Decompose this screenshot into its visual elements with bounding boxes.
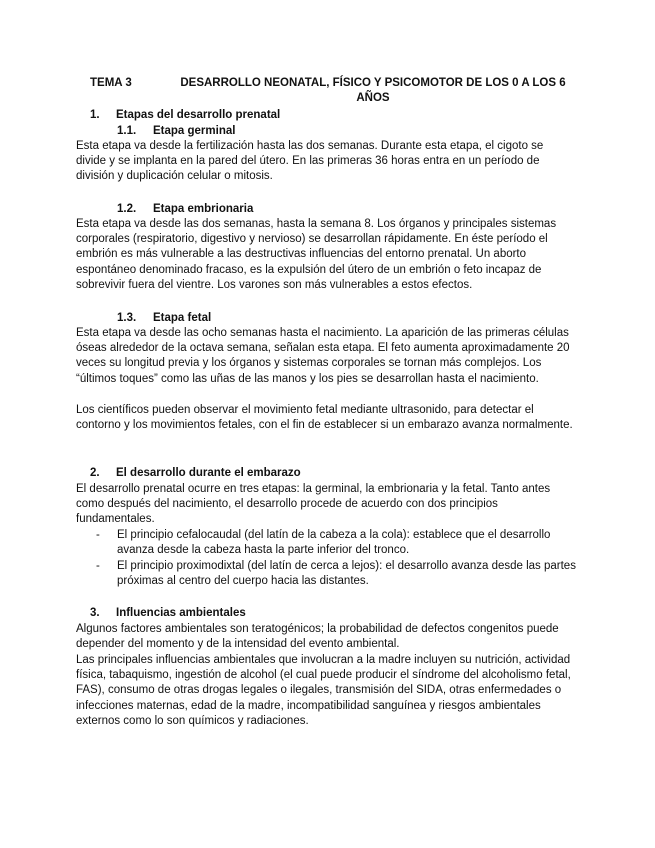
paragraph-embarazo: El desarrollo prenatal ocurre en tres etapas: la germinal, la embrionaria y la fetal. Tanto antes como después del nacimiento, el desarrollo procede de acuerdo con dos principios fundamentales. [76, 483, 551, 526]
section-title: Etapas del desarrollo prenatal [116, 109, 281, 121]
subsection-title: Etapa embrionaria [153, 203, 254, 215]
section-number: 3. [90, 607, 100, 619]
subsection-title: Etapa fetal [153, 312, 212, 324]
subsection-number: 1.3. [117, 312, 137, 324]
section-number: 2. [90, 467, 100, 479]
section-title: Influencias ambientales [116, 607, 246, 619]
paragraph-germinal: Esta etapa va desde la fertilización hasta las dos semanas. Durante esta etapa, el cigoto se divide y se implanta en la pared del útero. En las primeras 36 horas entra en un período de división y duplicación celular o mitosis. [76, 140, 544, 183]
paragraph-influencias-2: Las principales influencias ambientales que involucran a la madre incluyen su nutrición, actividad física, tabaquismo, ingestión de alcohol (el cual puede producir el síndrome del alcoholismo fetal, FAS), consumo de otras drogas legales o ilegales, transmisión del SIDA, otras enfermedades o infecciones maternas, edad de la madre, incompatibilidad sanguínea y riesgos ambientales externos como lo son químicos y radiaciones. [76, 654, 571, 727]
topic-title: DESARROLLO NEONATAL, FÍSICO Y PSICOMOTOR DE LOS 0 A LOS 6 AÑOS [180, 77, 566, 105]
list-item-text: El principio cefalocaudal (del latín de la cabeza a la cola): establece que el desarrollo avanza desde la cabeza hasta la parte inferior del tronco. [117, 529, 551, 557]
subsection-title: Etapa germinal [153, 125, 236, 137]
section-number: 1. [90, 109, 100, 121]
paragraph-fetal-2: Los científicos pueden observar el movimiento fetal mediante ultrasonido, para detectar el contorno y los movimientos fetales, con el fin de establecer si un embarazo avanza normalmente. [76, 404, 573, 432]
topic-number: TEMA 3 [90, 77, 132, 89]
paragraph-embrionaria: Esta etapa va desde las dos semanas, hasta la semana 8. Los órganos y principales sistemas corporales (respiratorio, digestivo y nervioso) se desarrollan rápidamente. En éste período el embrión es más vulnerable a las destructivas influencias del entorno prenatal. Un aborto espontáneo denominado fracaso, es la expulsión del útero de un embrión o feto incapaz de sobrevivir fuera del vientre. Los varones son más vulnerables a estos efectos. [76, 218, 557, 291]
list-item-text: El principio proximodixtal (del latín de cerca a lejos): el desarrollo avanza desde las partes próximas al centro del cuerpo hacia las distantes. [117, 560, 576, 588]
paragraph-influencias-1: Algunos factores ambientales son teratogénicos; la probabilidad de defectos congenitos puede depender del momento y de la intensidad del evento ambiental. [76, 623, 559, 651]
dash-marker: - [96, 560, 100, 572]
subsection-number: 1.2. [117, 203, 137, 215]
paragraph-fetal-1: Esta etapa va desde las ocho semanas hasta el nacimiento. La aparición de las primeras células óseas alrededor de la octava semana, señalan esta etapa. El feto aumenta aproximadamente 20 veces su longitud previa y los órganos y sistemas corporales se tornan más complejos. Los “últimos toques” como las uñas de las manos y los pies se desarrollan hasta el nacimiento. [76, 327, 570, 385]
section-title: El desarrollo durante el embarazo [116, 467, 301, 479]
subsection-number: 1.1. [117, 125, 137, 137]
dash-marker: - [96, 529, 100, 541]
